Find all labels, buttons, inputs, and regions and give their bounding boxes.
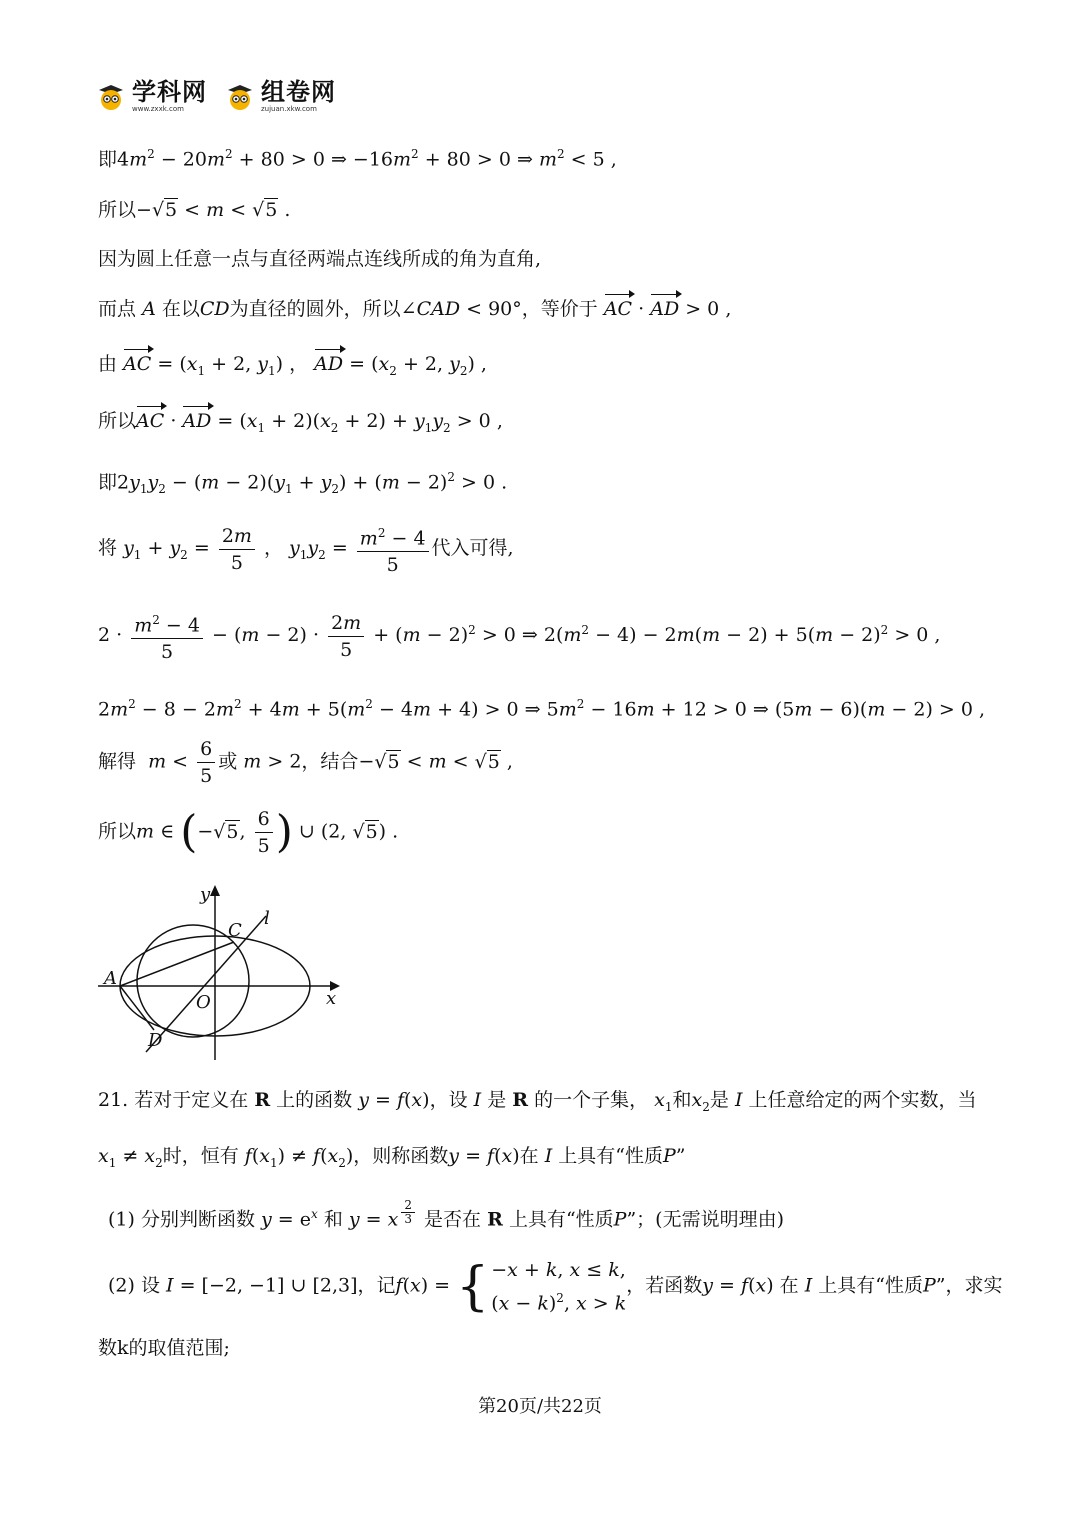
line-12: 所以m ∈ (−√5, $\frac{6}{5}$ ) ∪ (2, √5) .: [98, 806, 399, 858]
label-c: C: [228, 920, 242, 941]
owl-logo-icon: [96, 82, 126, 112]
brand-zujuan: [225, 80, 336, 113]
label-a: A: [104, 968, 117, 989]
q21-line-2: $x_1 \ne x_2$时，恒有 $f(x_1) \ne f(x_2)$，则称函数y = f(x)在 I 上具有“性质P”: [98, 1145, 686, 1170]
circle-cd: [137, 925, 249, 1037]
line-9: 2 · $\frac{m^2 - 4}{5}$ − (m − 2) · $\frac{2m}{5}$ + $(m - 2)^2 > 0$ ⇒ $2(m^2 - 4) - 2m(m - 2) + 5(m - 2)^2 > 0$ ,: [98, 607, 940, 665]
line-6: 所以AC · AD = $(x_1 + 2)(x_2 + 2) + y_1y_2 > 0$ ,: [98, 407, 503, 442]
segment-ac: [120, 942, 234, 986]
q21-line-3: 数k的取值范围;: [98, 1337, 230, 1359]
brand2-url: zujuan.xkw.com: [261, 105, 317, 113]
ellipse-circle-figure: [96, 878, 356, 1063]
brand2-name: 组卷网: [261, 78, 336, 106]
label-x: x: [326, 988, 337, 1009]
line-2: 所以−√5 < m < √5 .: [98, 199, 291, 221]
q21-part-2: (2) 设 I = [−2, −1] ∪ [2,3]，记f(x) = { −x + k, x ≤ k, $(x - k)^2$, x > k ，若函数y = f(x) 在 I 上具有“性质P”，求实: [108, 1256, 1003, 1317]
line-5: 由 AC = ($x_1 + 2$, $y_1$) ， AD = ($x_2 + 2$, $y_2$) ,: [98, 350, 487, 385]
y-axis-arrow-icon: [210, 885, 220, 896]
q21-part-1: (1) 分别判断函数 $y = e^x$ 和 y = x $^{\frac{2}{3}}$ 是否在 R 上具有“性质P”；(无需说明理由): [108, 1198, 784, 1231]
owl-logo-icon: [225, 82, 255, 112]
q21-line-1: 21. 若对于定义在 R 上的函数 y = f(x)，设 I 是 R 的一个子集， $x_1$和$x_2$是 I 上任意给定的两个实数，当: [98, 1089, 977, 1114]
header-logos: [96, 80, 336, 113]
label-y: y: [200, 884, 211, 905]
brand-zxxk: [96, 80, 207, 113]
line-7: 即$2y_1y_2 - (m - 2)(y_1 + y_2) + (m - 2)^2 > 0$ .: [98, 470, 508, 497]
page-number: 第20页/共22页: [478, 1396, 602, 1417]
line-4: 而点 A 在以CD为直径的圆外，所以∠CAD < 90°，等价于 AC · AD > 0 ,: [98, 295, 731, 323]
segment-ad: [120, 986, 154, 1030]
line-1: 即$4m^2 - 20m^2 + 80 > 0$ ⇒ $-16m^2 + 80 > 0$ ⇒ $m^2 < 5$ ,: [98, 147, 617, 171]
label-l: l: [264, 908, 270, 929]
line-10: $2m^2 - 8 - 2m^2 + 4m + 5(m^2 - 4m + 4) > 0$ ⇒ $5m^2 - 16m + 12 > 0$ ⇒ (5m − 6)(m − 2) > 0 ,: [98, 697, 986, 721]
line-11: 解得 m < $\frac{6}{5}$ 或 m > 2，结合−√5 < m < √5 ,: [98, 738, 513, 787]
line-3: 因为圆上任意一点与直径两端点连线所成的角为直角,: [98, 248, 542, 270]
brand1-url: www.zxxk.com: [132, 105, 184, 113]
label-d: D: [148, 1030, 163, 1051]
brand1-name: 学科网: [132, 78, 207, 106]
label-o: O: [196, 992, 211, 1013]
line-8: 将 $y_1 + y_2$ = $\frac{2m}{5}$ ， $y_1y_2$ = $\frac{m^2 - 4}{5}$ 代入可得,: [98, 520, 514, 578]
